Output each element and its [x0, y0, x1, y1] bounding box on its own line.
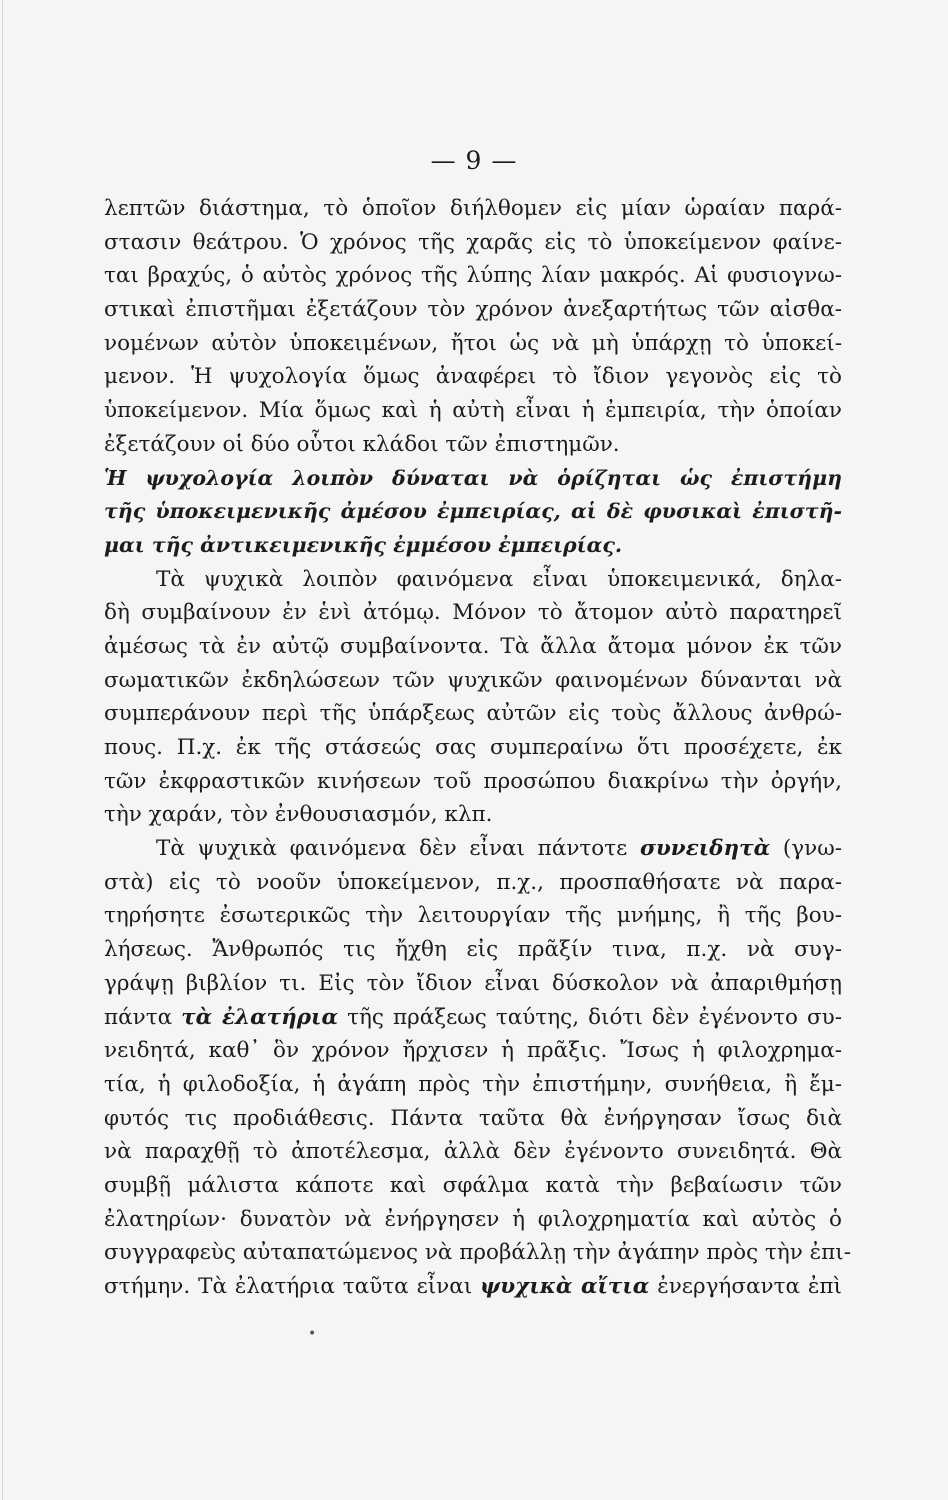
body-text [104, 192, 851, 1304]
text-line: νὰ παραχθῇ τὸ ἀποτέλεσμα, ἀλλὰ δὲν ἐγένοντο συνειδητά. Θὰ [104, 1139, 842, 1165]
text-segment: στήμην. Τὰ ἐλατήρια ταῦτα εἶναι [104, 1274, 481, 1299]
paragraph-start-line [104, 832, 842, 866]
text-line [104, 1001, 842, 1035]
text-line: φυτός τις προδιάθεσις. Πάντα ταῦτα θὰ ἐνήργησαν ἴσως διὰ [104, 1105, 842, 1131]
text-line: ὑποκείμενον. Μία ὅμως καὶ ἡ αὐτὴ εἶναι ἡ ἐμπειρία, τὴν ὁποίαν [104, 398, 842, 424]
text-line: ἐλατηρίων· δυνατὸν νὰ ἐνήργησεν ἡ φιλοχρηματία καὶ αὐτὸς ὁ [104, 1206, 842, 1232]
text-line: τὴν χαράν, τὸν ἐνθουσιασμόν, κλπ. [104, 802, 493, 828]
text-line: δὴ συμβαίνουν ἐν ἑνὶ ἀτόμῳ. Μόνον τὸ ἄτομον αὐτὸ παρατηρεῖ [104, 600, 842, 626]
text-line: μενον. Ἡ ψυχολογία ὅμως ἀναφέρει τὸ ἴδιον γεγονὸς εἰς τὸ [104, 364, 842, 390]
text-line: ἀμέσως τὰ ἐν αὐτῷ συμβαίνοντα. Τὰ ἄλλα ἄτομα μόνον ἐκ τῶν [104, 633, 842, 659]
text-line: γράψῃ βιβλίον τι. Εἰς τὸν ἴδιον εἶναι δύσκολον νὰ ἀπαριθμήσῃ [104, 970, 842, 996]
text-line: τία, ἡ φιλοδοξία, ἡ ἀγάπη πρὸς τὴν ἐπιστήμην, συνήθεια, ἢ ἔμ- [104, 1071, 842, 1097]
text-line: συμβῇ μάλιστα κάποτε καὶ σφάλμα κατὰ τὴν βεβαίωσιν τῶν [104, 1172, 842, 1198]
page-number: — 9 — [430, 146, 518, 175]
emphasized-term: συνειδητὰ [640, 836, 771, 862]
text-line: στικαὶ ἐπιστῆμαι ἐξετάζουν τὸν χρόνον ἀνεξαρτήτως τῶν αἰσθα- [104, 297, 842, 323]
text-line: συγγραφεὺς αὐταπατώμενος νὰ προβάλλῃ τὴν ἀγάπην πρὸς τὴν ἐπι- [104, 1240, 851, 1266]
definition-line: μαι τῆς ἀντικειμενικῆς ἐμμέσου ἐμπειρίας. [104, 532, 622, 557]
text-line: ἐξετάζουν οἱ δύο οὗτοι κλάδοι τῶν ἐπιστημῶν. [104, 431, 620, 457]
text-segment: τῆς πράξεως ταύτης, διότι δὲν ἐγένοντο συ- [338, 1004, 842, 1030]
text-line: τῶν ἐκφραστικῶν κινήσεων τοῦ προσώπου διακρίνω τὴν ὀργήν, [104, 768, 842, 794]
emphasized-term: τὰ ἐλατήρια [181, 1004, 338, 1030]
text-line: ται βραχύς, ὁ αὐτὸς χρόνος τῆς λύπης λίαν μακρός. Αἱ φυσιογνω- [104, 263, 842, 289]
text-segment: (γνω- [770, 836, 842, 862]
page-edge-line [2, 0, 3, 1500]
text-segment: ἐνεργήσαντα ἐπὶ [649, 1274, 842, 1299]
ink-speck: • [308, 1326, 317, 1342]
text-line: στασιν θεάτρου. Ὁ χρόνος τῆς χαρᾶς εἰς τὸ ὑποκείμενον φαίνε- [104, 229, 842, 255]
text-line: νειδητά, καθ᾿ ὃν χρόνον ἤρχισεν ἡ πρᾶξις. Ἴσως ἡ φιλοχρημα- [104, 1038, 842, 1064]
paragraph-start-line: Τὰ ψυχικὰ λοιπὸν φαινόμενα εἶναι ὑποκειμενικά, δηλα- [156, 566, 842, 592]
text-line: λεπτῶν διάστημα, τὸ ὁποῖον διήλθομεν εἰς μίαν ὡραίαν παρά- [104, 196, 842, 221]
emphasized-term: ψυχικὰ αἴτια [480, 1274, 650, 1299]
definition-line: τῆς ὑποκειμενικῆς ἀμέσου ἐμπειρίας, αἱ δὲ φυσικαὶ ἐπιστῆ- [104, 499, 842, 524]
text-line: σωματικῶν ἐκδηλώσεων τῶν ψυχικῶν φαινομένων δύνανται νὰ [104, 667, 842, 693]
text-segment: Τὰ ψυχικὰ φαινόμενα δὲν εἶναι πάντοτε [156, 836, 640, 862]
text-line: λήσεως. Ἄνθρωπός τις ἤχθη εἰς πρᾶξίν τινα, π.χ. νὰ συγ- [104, 937, 842, 963]
text-segment: πάντα [104, 1004, 182, 1030]
text-line: στὰ) εἰς τὸ νοοῦν ὑποκείμενον, π.χ., προσπαθήσατε νὰ παρα- [104, 869, 842, 895]
definition-line: Ἡ ψυχολογία λοιπὸν δύναται νὰ ὁρίζηται ὡς ἐπιστήμη [104, 465, 842, 490]
text-line: πους. Π.χ. ἐκ τῆς στάσεώς σας συμπεραίνω ὅτι προσέχετε, ἐκ [104, 735, 842, 760]
text-line: τηρήσητε ἐσωτερικῶς τὴν λειτουργίαν τῆς μνήμης, ἢ τῆς βου- [104, 903, 842, 929]
text-line: νομένων αὐτὸν ὑποκειμένων, ἤτοι ὡς νὰ μὴ ὑπάρχῃ τὸ ὑποκεί- [104, 330, 842, 356]
text-line [104, 1270, 842, 1304]
text-line: συμπεράνουν περὶ τῆς ὑπάρξεως αὐτῶν εἰς τοὺς ἄλλους ἀνθρώ- [104, 701, 842, 727]
